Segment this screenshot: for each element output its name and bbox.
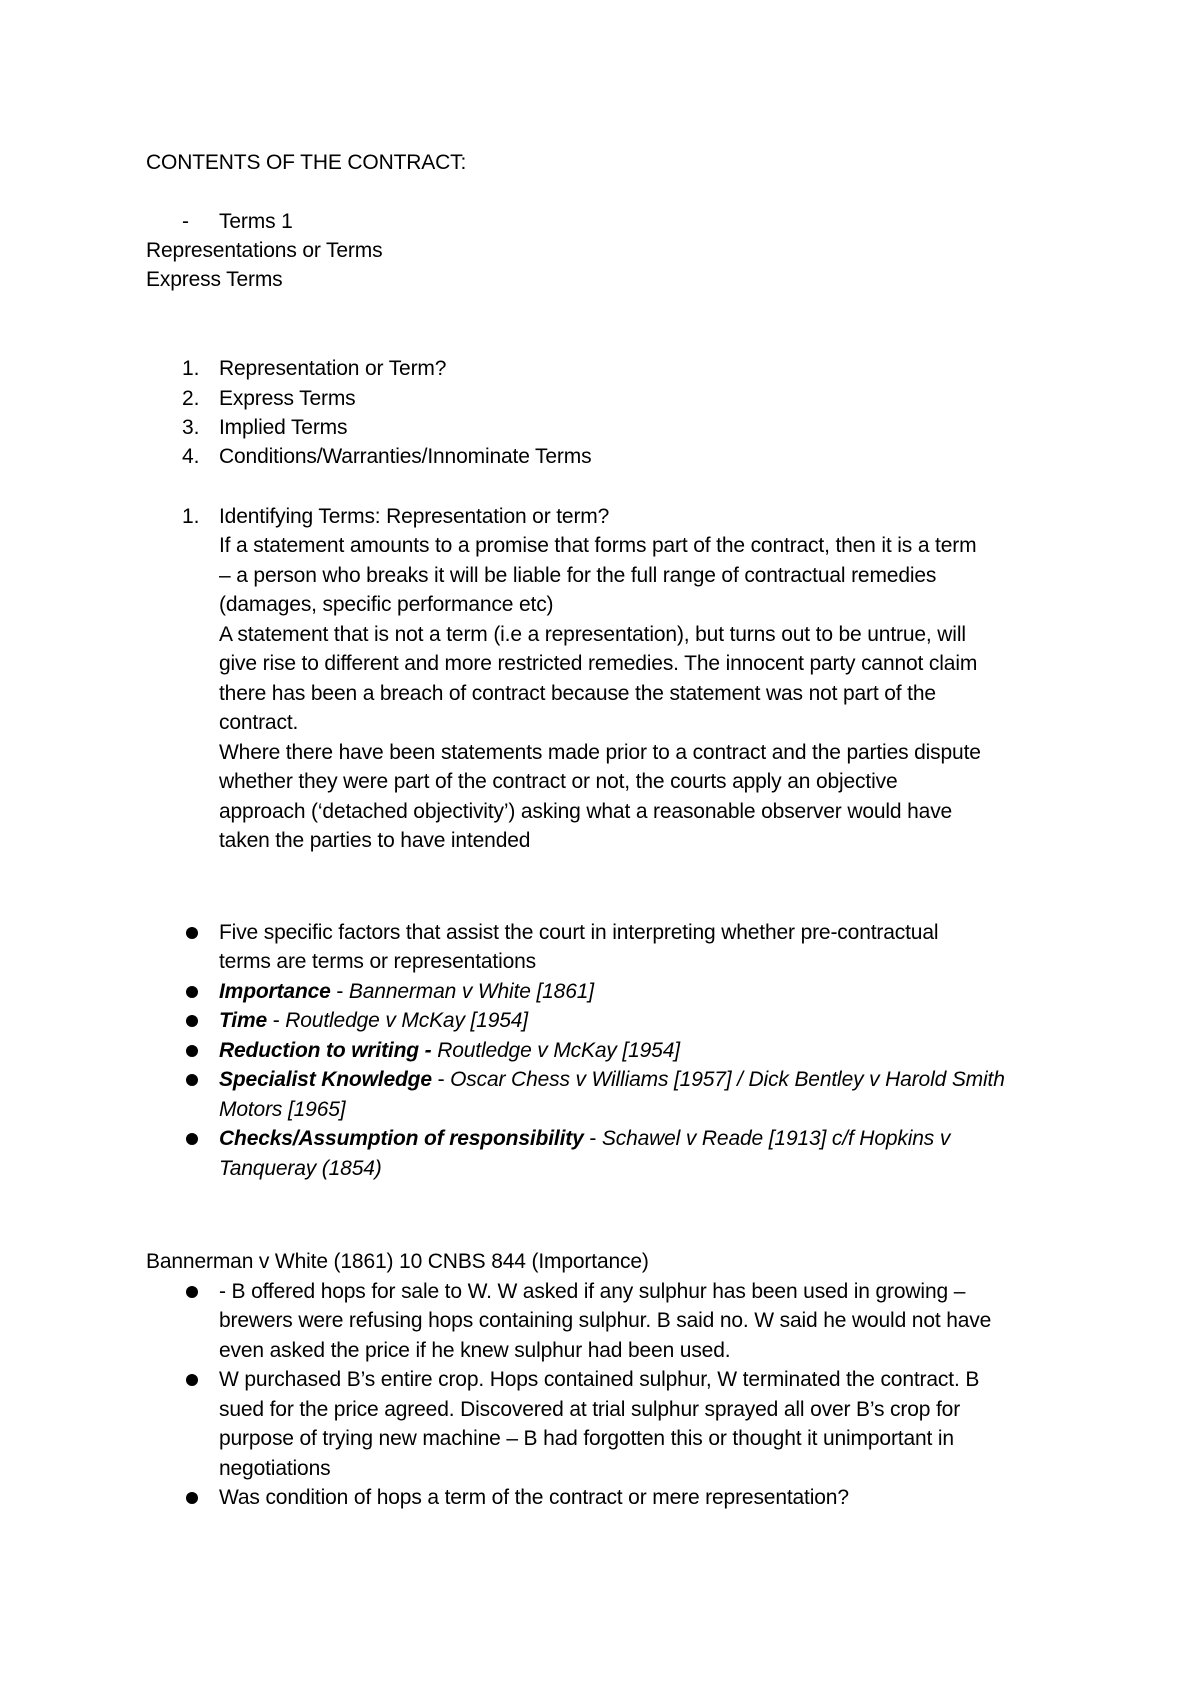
case-bullet-line: sued for the price agreed. Discovered at trial sulphur sprayed all over B’s crop for: [219, 1398, 961, 1421]
outline-item: Express Terms: [219, 387, 356, 410]
section-line: If a statement amounts to a promise that forms part of the contract, then it is a term: [219, 534, 977, 557]
subhead: Express Terms: [146, 268, 283, 291]
factor-label: Checks/Assumption of responsibility: [219, 1127, 584, 1150]
case-title: Bannerman v White (1861) 10 CNBS 844 (Importance): [146, 1250, 649, 1273]
factor-case: Bannerman v White [1861]: [348, 980, 594, 1003]
factor-case: Routledge v McKay [1954]: [437, 1039, 680, 1062]
bullet-icon: [186, 1492, 198, 1504]
factor-item: [219, 977, 594, 1007]
dash-item: Terms 1: [219, 210, 293, 233]
factor-label: Specialist Knowledge: [219, 1068, 432, 1091]
section-line: – a person who breaks it will be liable for the full range of contractual remedies: [219, 564, 937, 587]
bullet-icon: [186, 1286, 198, 1298]
section-line: approach (‘detached objectivity’) asking what a reasonable observer would have: [219, 800, 953, 823]
factor-case: Oscar Chess v Williams [1957] / Dick Bentley v Harold Smith: [450, 1068, 1005, 1091]
case-bullet-line: negotiations: [219, 1457, 331, 1480]
outline-item: Conditions/Warranties/Innominate Terms: [219, 445, 592, 468]
section-line: give rise to different and more restricted remedies. The innocent party cannot claim: [219, 652, 978, 675]
factor-item: [219, 1065, 1005, 1095]
factor-label: Importance: [219, 980, 331, 1003]
document-heading: CONTENTS OF THE CONTRACT:: [146, 151, 467, 174]
outline-number: 4.: [182, 445, 200, 468]
factor-case: Motors [1965]: [219, 1098, 346, 1121]
bullet-icon: [186, 986, 198, 998]
bullet-icon: [186, 1015, 198, 1027]
factor-separator: -: [431, 1068, 451, 1091]
factor-item: [219, 1124, 950, 1154]
factor-item: [219, 1006, 528, 1036]
factors-intro: terms are terms or representations: [219, 950, 537, 973]
section-line: contract.: [219, 711, 299, 734]
case-bullet-line: brewers were refusing hops containing sulphur. B said no. W said he would not have: [219, 1309, 992, 1332]
bullet-icon: [186, 1133, 198, 1145]
factors-intro: Five specific factors that assist the court in interpreting whether pre-contractual: [219, 921, 939, 944]
dash-marker: -: [182, 210, 189, 233]
case-bullet-line: even asked the price if he knew sulphur had been used.: [219, 1339, 731, 1362]
bullet-icon: [186, 1074, 198, 1086]
outline-item: Representation or Term?: [219, 357, 447, 380]
section-line: Where there have been statements made prior to a contract and the parties dispute: [219, 741, 981, 764]
factor-item: [219, 1036, 680, 1066]
factor-case-continued: [219, 1154, 382, 1184]
case-bullet-line: - B offered hops for sale to W. W asked if any sulphur has been used in growing –: [219, 1280, 966, 1303]
outline-number: 2.: [182, 387, 200, 410]
section-line: A statement that is not a term (i.e a representation), but turns out to be untrue, will: [219, 623, 966, 646]
section-line: (damages, specific performance etc): [219, 593, 554, 616]
section-line: whether they were part of the contract or not, the courts apply an objective: [219, 770, 898, 793]
subhead: Representations or Terms: [146, 239, 383, 262]
section-line: Identifying Terms: Representation or term?: [219, 505, 610, 528]
factor-separator: -: [330, 980, 349, 1003]
case-bullet-line: Was condition of hops a term of the contract or mere representation?: [219, 1486, 849, 1509]
factor-separator: -: [583, 1127, 602, 1150]
factor-label: Reduction to writing -: [219, 1039, 432, 1062]
factor-label: Time: [219, 1009, 268, 1032]
section-line: taken the parties to have intended: [219, 829, 531, 852]
bullet-icon: [186, 1045, 198, 1057]
factor-case-continued: [219, 1095, 345, 1125]
factor-case: Routledge v McKay [1954]: [285, 1009, 528, 1032]
section-line: there has been a breach of contract because the statement was not part of the: [219, 682, 936, 705]
outline-number: 1.: [182, 357, 200, 380]
outline-number: 3.: [182, 416, 200, 439]
factor-separator: -: [267, 1009, 286, 1032]
factor-case: Tanqueray (1854): [219, 1157, 382, 1180]
section-number: 1.: [182, 505, 200, 528]
case-bullet-line: W purchased B’s entire crop. Hops contained sulphur, W terminated the contract. B: [219, 1368, 980, 1391]
outline-item: Implied Terms: [219, 416, 348, 439]
factor-case: Schawel v Reade [1913] c/f Hopkins v: [601, 1127, 951, 1150]
case-bullet-line: purpose of trying new machine – B had forgotten this or thought it unimportant in: [219, 1427, 954, 1450]
bullet-icon: [186, 1374, 198, 1386]
bullet-icon: [186, 927, 198, 939]
